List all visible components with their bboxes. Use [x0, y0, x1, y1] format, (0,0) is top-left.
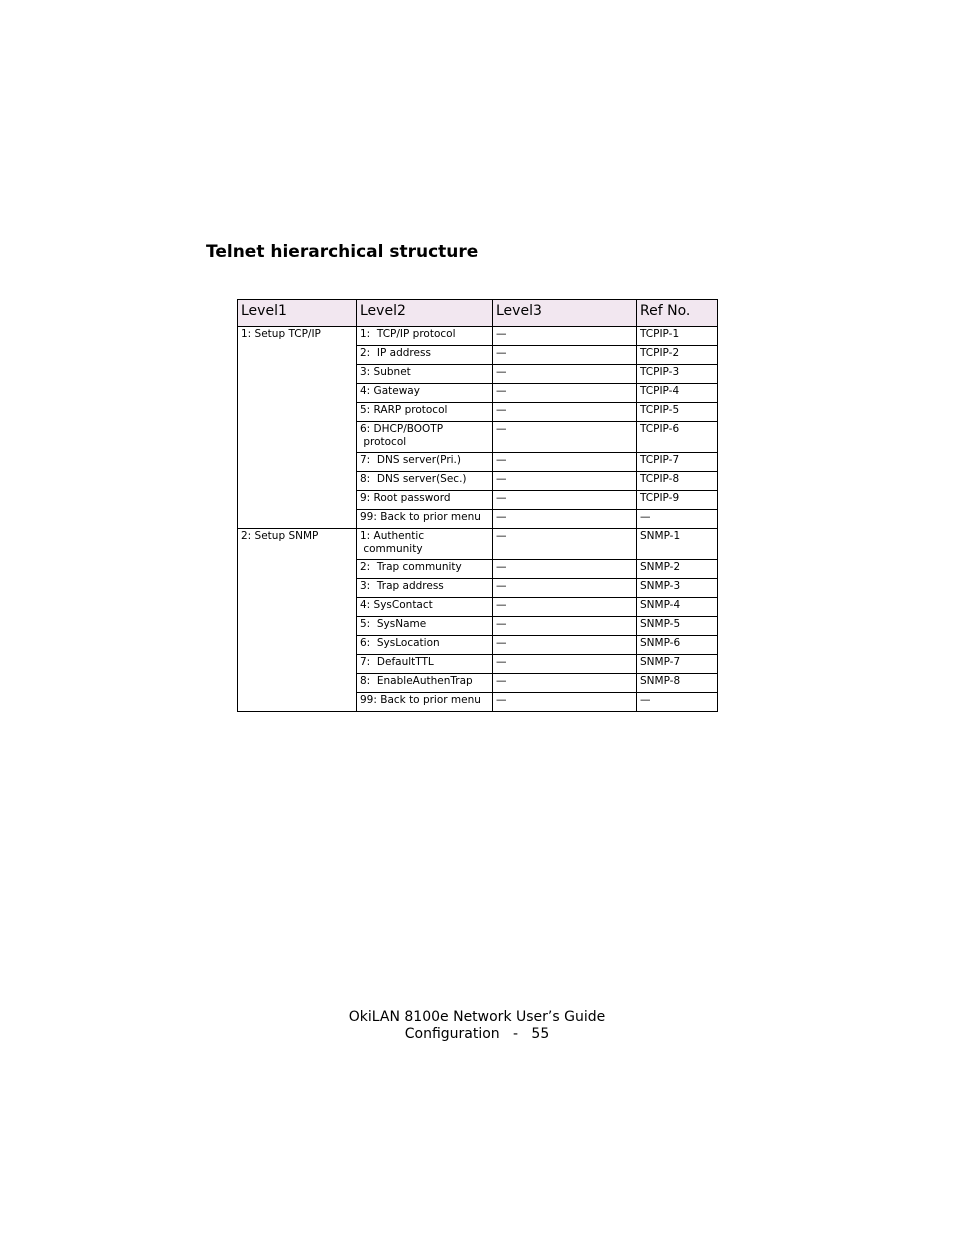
level3-cell: —	[493, 617, 637, 636]
ref-no-cell: SNMP-3	[637, 579, 718, 598]
table-header-row	[238, 300, 718, 327]
level2-cell: 99: Back to prior menu	[357, 510, 493, 529]
ref-no-cell: SNMP-6	[637, 636, 718, 655]
level3-cell: —	[493, 579, 637, 598]
level3-cell: —	[493, 403, 637, 422]
level3-cell: —	[493, 422, 637, 453]
ref-no-cell: SNMP-1	[637, 529, 718, 560]
ref-no-cell: TCPIP-9	[637, 491, 718, 510]
level1-cell: 1: Setup TCP/IP	[238, 327, 357, 529]
level3-cell: —	[493, 655, 637, 674]
header-level1: Level1	[238, 300, 357, 327]
level1-cell: 2: Setup SNMP	[238, 529, 357, 712]
ref-no-cell: SNMP-8	[637, 674, 718, 693]
ref-no-cell: TCPIP-2	[637, 346, 718, 365]
footer-guide-title: OkiLAN 8100e Network User’s Guide	[348, 1009, 606, 1025]
ref-no-cell: TCPIP-7	[637, 453, 718, 472]
level3-cell: —	[493, 346, 637, 365]
ref-no-cell: SNMP-5	[637, 617, 718, 636]
level3-cell: —	[493, 453, 637, 472]
level2-cell: 8: EnableAuthenTrap	[357, 674, 493, 693]
ref-no-cell: SNMP-7	[637, 655, 718, 674]
ref-no-cell: —	[637, 510, 718, 529]
page-footer	[0, 1009, 954, 1043]
ref-no-cell: TCPIP-6	[637, 422, 718, 453]
level3-cell: —	[493, 636, 637, 655]
page-title: Telnet hierarchical structure	[206, 242, 479, 262]
level2-cell: 9: Root password	[357, 491, 493, 510]
level2-cell: 6: SysLocation	[357, 636, 493, 655]
ref-no-cell: TCPIP-8	[637, 472, 718, 491]
ref-no-cell: TCPIP-4	[637, 384, 718, 403]
level2-cell: 8: DNS server(Sec.)	[357, 472, 493, 491]
level2-cell: 5: RARP protocol	[357, 403, 493, 422]
ref-no-cell: TCPIP-5	[637, 403, 718, 422]
level2-cell: 4: SysContact	[357, 598, 493, 617]
level2-cell: 2: IP address	[357, 346, 493, 365]
table-body	[238, 327, 718, 712]
level2-cell: 7: DNS server(Pri.)	[357, 453, 493, 472]
level3-cell: —	[493, 327, 637, 346]
level2-cell: 1: Authentic community	[357, 529, 493, 560]
table-row	[238, 529, 718, 560]
level2-cell: 5: SysName	[357, 617, 493, 636]
level2-cell: 1: TCP/IP protocol	[357, 327, 493, 346]
header-level3: Level3	[493, 300, 637, 327]
telnet-structure-table	[237, 299, 718, 712]
level3-cell: —	[493, 384, 637, 403]
level2-cell: 3: Subnet	[357, 365, 493, 384]
level2-cell: 3: Trap address	[357, 579, 493, 598]
level3-cell: —	[493, 529, 637, 560]
level3-cell: —	[493, 491, 637, 510]
ref-no-cell: TCPIP-1	[637, 327, 718, 346]
level2-cell: 7: DefaultTTL	[357, 655, 493, 674]
table-row	[238, 327, 718, 346]
level3-cell: —	[493, 365, 637, 384]
header-ref-no: Ref No.	[637, 300, 718, 327]
level3-cell: —	[493, 598, 637, 617]
ref-no-cell: TCPIP-3	[637, 365, 718, 384]
level2-cell: 4: Gateway	[357, 384, 493, 403]
level2-cell: 99: Back to prior menu	[357, 693, 493, 712]
header-level2: Level2	[357, 300, 493, 327]
ref-no-cell: SNMP-2	[637, 560, 718, 579]
level3-cell: —	[493, 560, 637, 579]
footer-page-number: Configuration - 55	[404, 1026, 550, 1042]
ref-no-cell: —	[637, 693, 718, 712]
ref-no-cell: SNMP-4	[637, 598, 718, 617]
level3-cell: —	[493, 674, 637, 693]
level3-cell: —	[493, 472, 637, 491]
level2-cell: 6: DHCP/BOOTP protocol	[357, 422, 493, 453]
level2-cell: 2: Trap community	[357, 560, 493, 579]
level3-cell: —	[493, 510, 637, 529]
level3-cell: —	[493, 693, 637, 712]
